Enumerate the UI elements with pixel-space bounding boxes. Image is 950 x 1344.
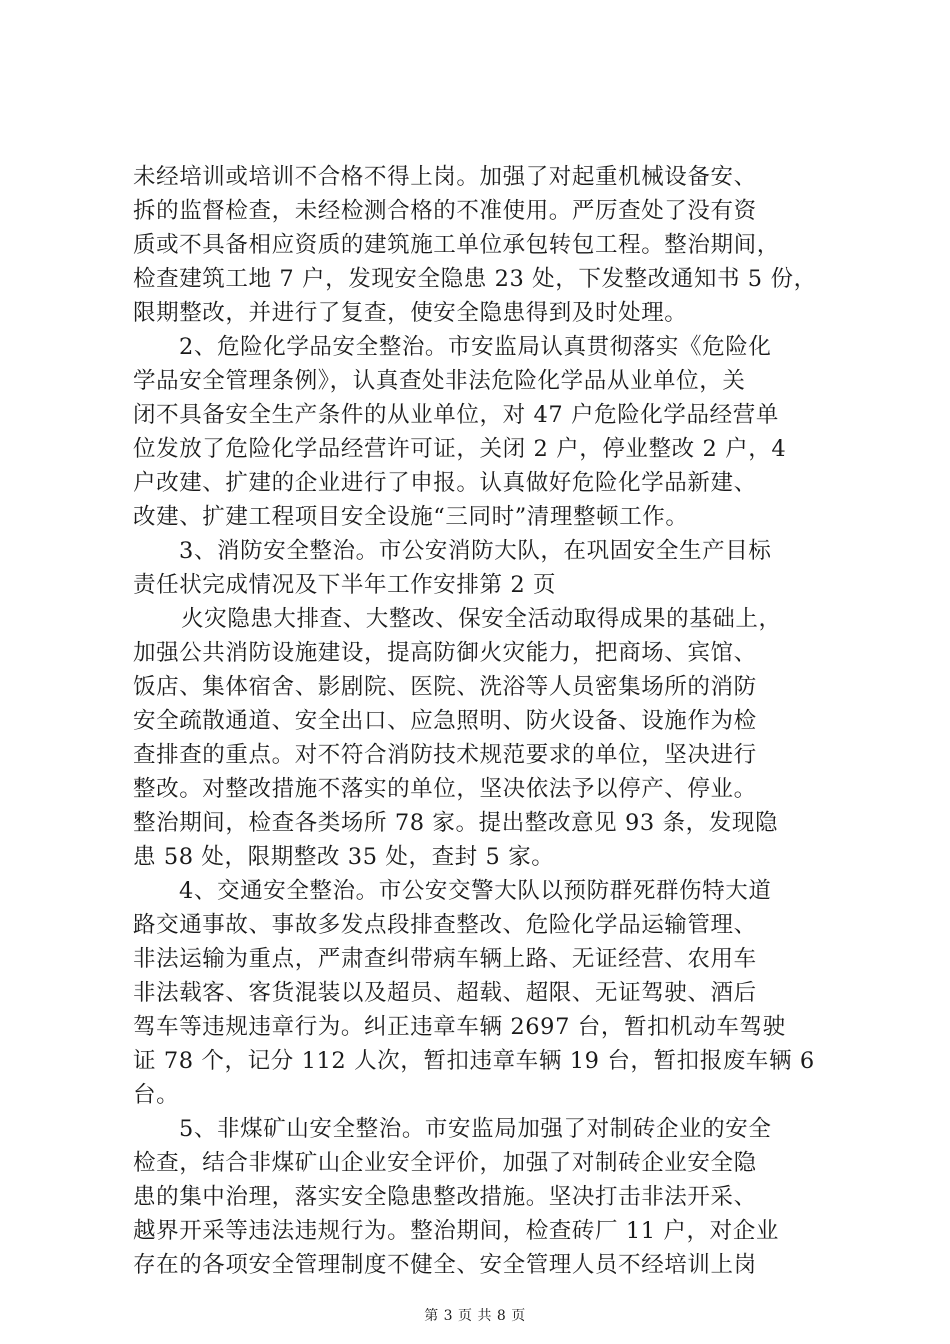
- text-line: 证 78 个，记分 112 人次，暂扣违章车辆 19 台，暂扣报废车辆 6: [133, 1048, 815, 1074]
- text-line: 加强公共消防设施建设，提高防御火灾能力，把商场、宾馆、: [133, 640, 757, 666]
- page-indicator: 第 3 页 共 8 页: [424, 1308, 526, 1324]
- page-footer: [0, 1305, 950, 1325]
- document-body: [133, 160, 833, 1282]
- text-line: 拆的监督检查，未经检测合格的不准使用。严厉查处了没有资: [133, 198, 757, 224]
- text-line: 户改建、扩建的企业进行了申报。认真做好危险化学品新建、: [133, 470, 757, 496]
- text-line: 饭店、集体宿舍、影剧院、医院、洗浴等人员密集场所的消防: [133, 674, 757, 700]
- text-line: 查排查的重点。对不符合消防技术规范要求的单位，坚决进行: [133, 742, 757, 768]
- text-line: 学品安全管理条例》，认真查处非法危险化学品从业单位，关: [133, 368, 746, 394]
- text-line: 检查，结合非煤矿山企业安全评价，加强了对制砖企业安全隐: [133, 1150, 757, 1176]
- text-line: 患 58 处，限期整改 35 处，查封 5 家。: [133, 844, 555, 870]
- paragraph-start-line: 4、交通安全整治。市公安交警大队以预防群死群伤特大道: [179, 878, 772, 904]
- text-line: 安全疏散通道、安全出口、应急照明、防火设备、设施作为检: [133, 708, 757, 734]
- text-line: 整治期间，检查各类场所 78 家。提出整改意见 93 条，发现隐: [133, 810, 779, 836]
- text-line: 检查建筑工地 7 户，发现安全隐患 23 处，下发整改通知书 5 份，: [133, 266, 817, 292]
- text-line: 限期整改，并进行了复查，使安全隐患得到及时处理。: [133, 300, 688, 326]
- text-line: 越界开采等违法违规行为。整治期间，检查砖厂 11 户，对企业: [133, 1218, 779, 1244]
- text-line: 台。: [133, 1082, 180, 1108]
- paragraph-start-line: 2、危险化学品安全整治。市安监局认真贯彻落实《危险化: [179, 334, 772, 360]
- text-line: 非法运输为重点，严肃查纠带病车辆上路、无证经营、农用车: [133, 946, 757, 972]
- text-line: 未经培训或培训不合格不得上岗。加强了对起重机械设备安、: [133, 164, 757, 190]
- text-line: 位发放了危险化学品经营许可证，关闭 2 户，停业整改 2 户，4: [133, 436, 787, 462]
- text-line: 整改。对整改措施不落实的单位，坚决依法予以停产、停业。: [133, 776, 757, 802]
- text-line: 患的集中治理，落实安全隐患整改措施。坚决打击非法开采、: [133, 1184, 757, 1210]
- text-line: 责任状完成情况及下半年工作安排第 2 页: [133, 572, 557, 598]
- paragraph-start-line: 3、消防安全整治。市公安消防大队，在巩固安全生产目标: [179, 538, 772, 564]
- paragraph-start-line: 火灾隐患大排查、大整改、保安全活动取得成果的基础上，: [181, 606, 782, 632]
- text-line: 改建、扩建工程项目安全设施“三同时”清理整顿工作。: [133, 504, 689, 530]
- text-line: 闭不具备安全生产条件的从业单位，对 47 户危险化学品经营单: [133, 402, 779, 428]
- text-line: 存在的各项安全管理制度不健全、安全管理人员不经培训上岗: [133, 1252, 757, 1278]
- text-line: 质或不具备相应资质的建筑施工单位承包转包工程。整治期间，: [133, 232, 780, 258]
- paragraph-start-line: 5、非煤矿山安全整治。市安监局加强了对制砖企业的安全: [179, 1116, 772, 1142]
- text-line: 路交通事故、事故多发点段排查整改、危险化学品运输管理、: [133, 912, 757, 938]
- text-line: 非法载客、客货混装以及超员、超载、超限、无证驾驶、酒后: [133, 980, 757, 1006]
- text-line: 驾车等违规违章行为。纠正违章车辆 2697 台，暂扣机动车驾驶: [133, 1014, 786, 1040]
